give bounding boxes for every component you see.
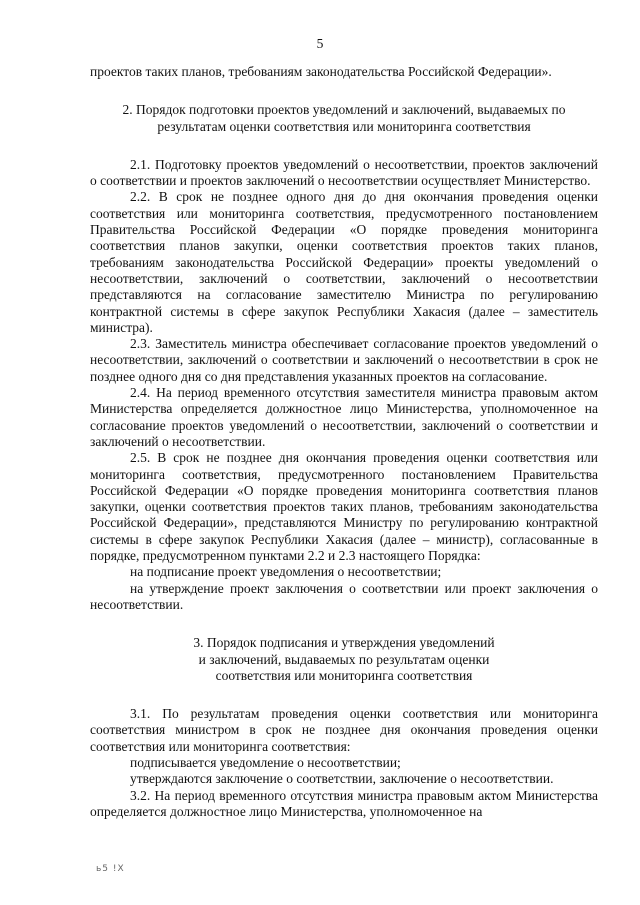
paragraph-3-1: 3.1. По результатам проведения оценки соответствия или мониторинга соответствия министром в срок не позднее дня окончания проведения оценки соответствия или мониторинга соответствия:: [90, 706, 598, 754]
paragraph-2-5-item-1: на подписание проект уведомления о несоответствии;: [130, 564, 442, 580]
intro-line: проектов таких планов, требованиям законодательства Российской Федерации».: [90, 64, 552, 79]
paragraph-3-2: 3.2. На период временного отсутствия министра правовым актом Министерства определяется должностное лицо Министерства, уполномоченное на: [90, 787, 598, 819]
paragraph-2-2: 2.2. В срок не позднее одного дня до дня окончания проведения оценки соответствия или мониторинга соответствия, предусмотренного постановлением Правительства Российской Федерации «О порядке проведения мониторинга соответствия планов закупки, оценки соответствия проектов таких планов, требованиям законодательства Российской Федерации» проекты уведомлений о несоответствии, заключений о соответствии, заключений о несоответствии представляются на согласование заместителю Министра по регулированию контрактной системы в сфере закупок Республики Хакасия (далее – заместитель министра).: [90, 189, 598, 335]
section-3-heading: [90, 635, 598, 684]
section-3-heading-line-1: 3. Порядок подписания и утверждения уведомлений: [193, 635, 495, 651]
paragraph-2-4: 2.4. На период временного отсутствия заместителя министра правовым актом Министерства определяется должностное лицо Министерства, уполномоченное на согласование проектов уведомлений о несоответствии, заключений о соответствии и заключений о несоответствии.: [90, 385, 598, 449]
paragraph-2-5-item-2: на утверждение проект заключения о соответствии или проект заключения о несоответствии.: [90, 580, 598, 612]
section-3-heading-line-3: соответствия или мониторинга соответствия: [215, 667, 473, 683]
paragraph-3-1-item-2: утверждаются заключение о соответствии, заключение о несоответствии.: [130, 771, 554, 787]
paragraph-2-3: 2.3. Заместитель министра обеспечивает согласование проектов уведомлений о несоответствии, заключений о соответствии и заключений о несоответствии в срок не позднее одного дня со дня представления указанных проектов на согласование.: [90, 336, 598, 384]
paragraph-3-1-item-1: подписывается уведомление о несоответствии;: [130, 754, 401, 770]
section-3-heading-line-2: и заключений, выдаваемых по результатам оценки: [198, 651, 490, 667]
paragraph-2-5: 2.5. В срок не позднее дня окончания проведения оценки соответствия или мониторинга соответствия, предусмотренного постановлением Правительства Российской Федерации «О порядке проведения мониторинга соответствия планов закупки, оценки соответствия проектов таких планов, требованиям законодательства Российской Федерации», представляются Министру по регулированию контрактной системы в сфере закупок Республики Хакасия (далее – министр), согласованные в порядке, предусмотренном пунктами 2.2 и 2.3 настоящего Порядка:: [90, 450, 598, 564]
footer-mark: ь5 !Х: [96, 864, 125, 874]
document-body: [90, 64, 598, 820]
section-2-heading: 2. Порядок подготовки проектов уведомлений и заключений, выдаваемых по результатам оценки соответствия или мониторинга соответствия: [122, 102, 566, 134]
paragraph-2-1: 2.1. Подготовку проектов уведомлений о несоответствии, проектов заключений о соответствии и проектов заключений о несоответствии осуществляет Министерство.: [90, 156, 598, 189]
page-number: 5: [316, 36, 324, 51]
